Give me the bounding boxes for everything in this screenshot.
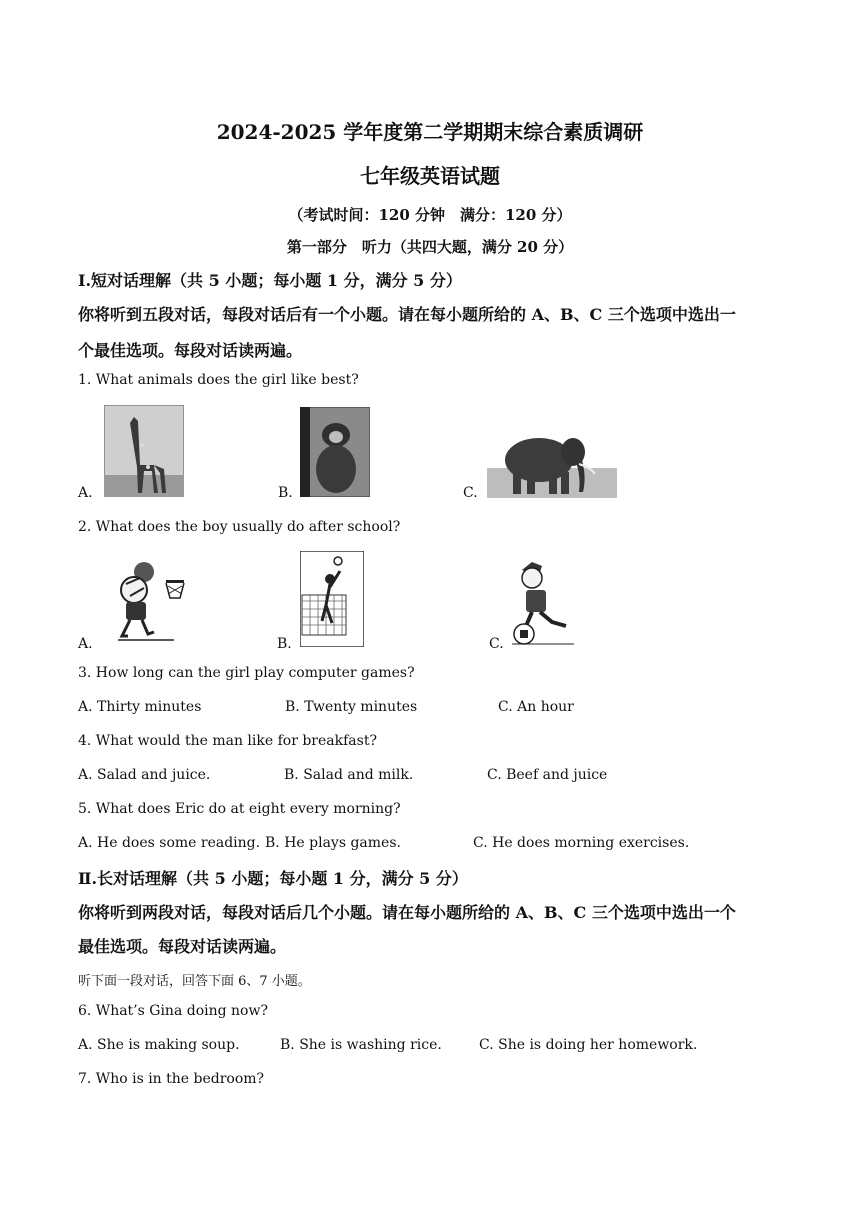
q1-label-b: B. <box>278 485 293 501</box>
question-7: 7. Who is in the bedroom? <box>78 1071 265 1087</box>
question-4: 4. What would the man like for breakfast? <box>78 733 377 749</box>
volleyball-player-image <box>300 551 364 647</box>
giraffe-photo <box>104 405 184 497</box>
q5-option-c: C. He does morning exercises. <box>473 835 690 851</box>
basketball-player-image <box>104 558 194 644</box>
exam-title: 2024-2025 学年度第二学期期末综合素质调研 <box>216 120 644 144</box>
section1-instruction-line1: 你将听到五段对话，每段对话后有一个小题。请在每小题所给的 A、B、C 三个选项中选出一 <box>78 305 736 324</box>
q4-option-b: B. Salad and milk. <box>284 767 414 783</box>
q1-label-c: C. <box>463 485 478 501</box>
question-3: 3. How long can the girl play computer games? <box>78 665 415 681</box>
q2-label-b: B. <box>277 636 292 652</box>
section2-instruction-line2: 最佳选项。每段对话读两遍。 <box>78 937 287 956</box>
exam-info: （考试时间：120 分钟 满分：120 分） <box>288 206 572 224</box>
monkey-photo <box>300 407 370 497</box>
q4-option-a: A. Salad and juice. <box>78 767 211 783</box>
question-1: 1. What animals does the girl like best? <box>78 372 359 388</box>
q1-label-a: A. <box>78 485 93 501</box>
question-5: 5. What does Eric do at eight every morning? <box>78 801 401 817</box>
section2-note: 听下面一段对话，回答下面 6、7 小题。 <box>78 974 311 989</box>
q3-option-a: A. Thirty minutes <box>78 699 202 715</box>
question-6: 6. What’s Gina doing now? <box>78 1003 268 1019</box>
q6-option-b: B. She is washing rice. <box>280 1037 442 1053</box>
q2-label-c: C. <box>489 636 504 652</box>
soccer-player-image <box>510 560 580 648</box>
section1-heading: Ⅰ.短对话理解（共 5 小题；每小题 1 分，满分 5 分） <box>78 271 462 290</box>
q3-option-c: C. An hour <box>498 699 574 715</box>
elephant-photo <box>487 428 617 498</box>
q6-option-a: A. She is making soup. <box>78 1037 240 1053</box>
q5-option-b: B. He plays games. <box>265 835 401 851</box>
section1-instruction-line2: 个最佳选项。每段对话读两遍。 <box>78 341 303 360</box>
part-one-heading: 第一部分 听力（共四大题，满分 20 分） <box>286 238 574 256</box>
question-2: 2. What does the boy usually do after school? <box>78 519 401 535</box>
q5-option-a: A. He does some reading. <box>78 835 261 851</box>
section2-heading: Ⅱ.长对话理解（共 5 小题；每小题 1 分，满分 5 分） <box>78 869 468 888</box>
section2-instruction-line1: 你将听到两段对话，每段对话后几个小题。请在每小题所给的 A、B、C 三个选项中选出一个 <box>78 903 736 922</box>
q4-option-c: C. Beef and juice <box>487 767 608 783</box>
q2-label-a: A. <box>78 636 93 652</box>
exam-subtitle: 七年级英语试题 <box>360 164 500 188</box>
q3-option-b: B. Twenty minutes <box>285 699 418 715</box>
q6-option-c: C. She is doing her homework. <box>479 1037 698 1053</box>
